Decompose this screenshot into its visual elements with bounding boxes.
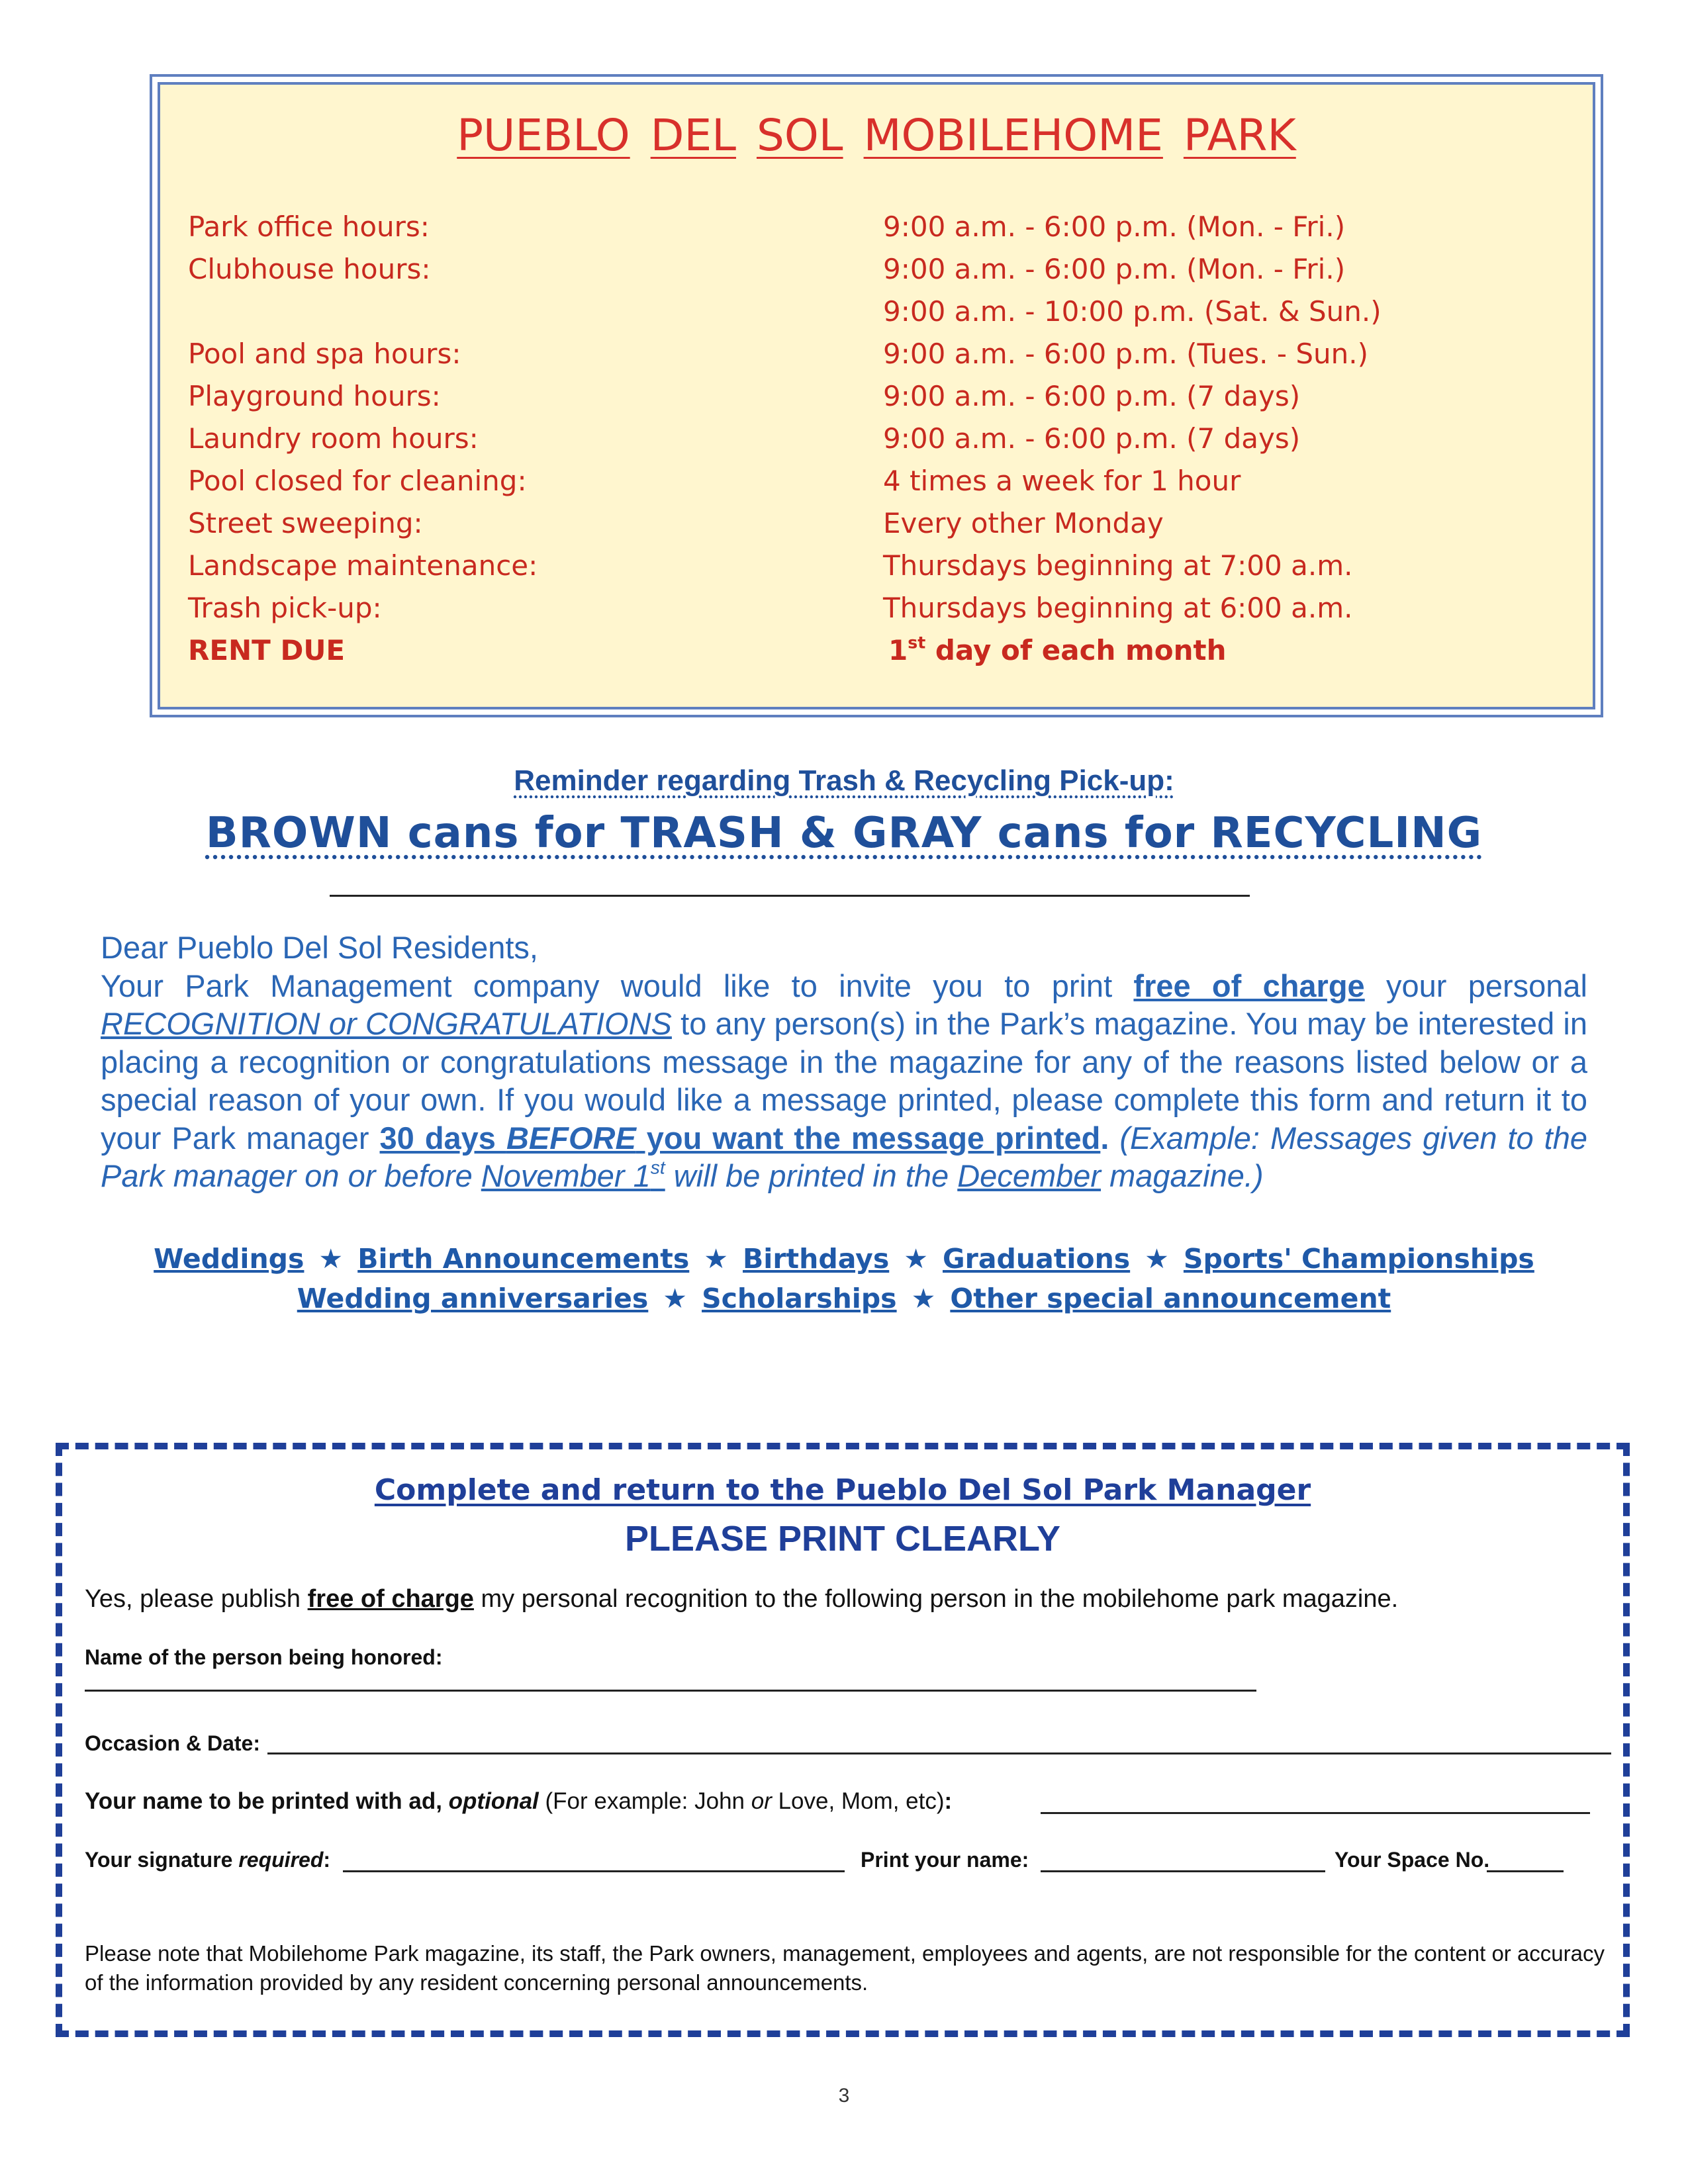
hours-value: 9:00 a.m. - 6:00 p.m. (Mon. - Fri.) xyxy=(883,253,1346,285)
page-number: 3 xyxy=(838,2085,850,2107)
occasion-item: Graduations xyxy=(943,1243,1131,1275)
star-icon: ★ xyxy=(704,1243,729,1275)
print-name-label: Print your name: xyxy=(861,1848,1029,1872)
reminder-heading: Reminder regarding Trash & Recycling Pick-up: xyxy=(514,764,1174,797)
letter-text: Your Park Management company would like to invite you to print xyxy=(101,968,1134,1003)
star-icon: ★ xyxy=(911,1283,936,1314)
hours-label: Park office hours: xyxy=(188,210,430,243)
occasion-item: Weddings xyxy=(154,1243,305,1275)
signature-field[interactable] xyxy=(343,1870,845,1872)
hours-label: Laundry room hours: xyxy=(188,422,479,455)
reminder-main: BROWN cans for TRASH & GRAY cans for RECYCLING xyxy=(205,809,1483,858)
rent-due-value xyxy=(888,634,1227,666)
star-icon: ★ xyxy=(663,1283,688,1314)
publish-emphasis: free of charge xyxy=(307,1585,474,1613)
rent-due-label: RENT DUE xyxy=(188,634,346,666)
hours-row xyxy=(160,465,1593,507)
letter-text: to any person(s) in the Park’s magazine. You may be interested in placing a recognition or congratulations message in the magazine for any of the reasons listed below or a special reason of your own. If you would like a message printed, please complete this form and return it to your Park manager xyxy=(101,1006,1588,1156)
your-name-or: or xyxy=(751,1788,772,1814)
signature-text: Your signature xyxy=(85,1848,239,1872)
occasion-date-field[interactable] xyxy=(267,1752,1611,1754)
free-of-charge-emphasis: free of charge xyxy=(1133,968,1365,1003)
hours-row xyxy=(160,210,1593,253)
hours-row xyxy=(160,507,1593,549)
rent-day-text: day of each month xyxy=(925,634,1227,666)
letter-body xyxy=(101,929,1587,1195)
occasion-label: Occasion & Date: xyxy=(85,1731,260,1755)
space-no-label: Your Space No. xyxy=(1335,1848,1490,1872)
your-name-colon: : xyxy=(944,1788,953,1814)
occasions-line-1 xyxy=(0,1243,1688,1275)
hours-label: Landscape maintenance: xyxy=(188,549,538,582)
recognition-form xyxy=(56,1443,1630,2037)
required-text: required xyxy=(238,1848,324,1872)
space-no-field[interactable] xyxy=(1487,1870,1564,1872)
occasion-item: Birthdays xyxy=(743,1243,890,1275)
rent-due-row xyxy=(160,634,1593,676)
title-word: MOBILEHOME xyxy=(863,110,1163,161)
recognition-emphasis: RECOGNITION or CONGRATULATIONS xyxy=(101,1006,672,1041)
hours-label: Clubhouse hours: xyxy=(188,253,431,285)
hours-row xyxy=(160,380,1593,422)
hours-row xyxy=(160,253,1593,295)
park-title xyxy=(160,110,1593,161)
example-month: December xyxy=(957,1158,1102,1193)
occasion-item: Wedding anniversaries xyxy=(297,1283,649,1314)
example-date-text: November 1 xyxy=(481,1158,651,1193)
hours-row xyxy=(160,549,1593,592)
your-name-example: Love, Mom, etc) xyxy=(771,1788,945,1814)
example-date-suffix: st xyxy=(650,1156,665,1178)
print-name-field[interactable] xyxy=(1041,1870,1325,1872)
your-name-label xyxy=(85,1788,952,1815)
occasions-line-2 xyxy=(0,1283,1688,1314)
occasion-item: Sports' Championships xyxy=(1183,1243,1534,1275)
occasion-item: Scholarships xyxy=(702,1283,897,1314)
hours-row xyxy=(160,592,1593,634)
hours-label: Street sweeping: xyxy=(188,507,423,539)
letter-period: . xyxy=(1100,1120,1109,1156)
hours-value: 9:00 a.m. - 6:00 p.m. (Tues. - Sun.) xyxy=(883,338,1369,370)
hours-value: 9:00 a.m. - 6:00 p.m. (Mon. - Fri.) xyxy=(883,210,1346,243)
hours-value: Thursdays beginning at 6:00 a.m. xyxy=(883,592,1353,624)
rent-day-number: 1 xyxy=(888,634,908,666)
example-text: will be printed in the xyxy=(665,1158,958,1193)
honored-label: Name of the person being honored: xyxy=(85,1645,443,1669)
occasion-item: Other special announcement xyxy=(950,1283,1391,1314)
letter-paragraph xyxy=(101,967,1587,1195)
hours-value: 4 times a week for 1 hour xyxy=(883,465,1241,497)
hours-row xyxy=(160,338,1593,380)
hours-value: Thursdays beginning at 7:00 a.m. xyxy=(883,549,1353,582)
hours-label: Pool closed for cleaning: xyxy=(188,465,527,497)
optional-text: optional xyxy=(448,1788,539,1814)
title-word: DEL xyxy=(650,110,736,161)
title-word: PARK xyxy=(1183,110,1296,161)
honored-name-field[interactable] xyxy=(85,1690,1256,1692)
hours-value: 9:00 a.m. - 6:00 p.m. (7 days) xyxy=(883,380,1301,412)
publish-text: my personal recognition to the following person in the mobilehome park magazine. xyxy=(473,1585,1399,1613)
title-word: PUEBLO xyxy=(457,110,630,161)
your-name-field[interactable] xyxy=(1041,1812,1590,1814)
letter-text: your personal xyxy=(1364,968,1587,1003)
deadline-emphasis xyxy=(380,1120,1101,1156)
form-heading: Complete and return to the Pueblo Del Sol Park Manager xyxy=(374,1473,1311,1507)
hours-value: 9:00 a.m. - 10:00 p.m. (Sat. & Sun.) xyxy=(883,295,1382,328)
deadline-days: 30 days xyxy=(379,1120,506,1156)
star-icon: ★ xyxy=(1145,1243,1169,1275)
example-text: magazine.) xyxy=(1101,1158,1264,1193)
example-text: (Example: Messages given to the Park manager on or before xyxy=(101,1120,1588,1193)
example-date xyxy=(481,1158,665,1193)
disclaimer: Please note that Mobilehome Park magazine, its staff, the Park owners, management, employees and agents, are not responsible for the content or accuracy of the information provided by any resident concerning personal announcements. xyxy=(85,1941,1605,1995)
rent-day-suffix: st xyxy=(908,633,926,653)
hours-label: Trash pick-up: xyxy=(188,592,382,624)
hours-box xyxy=(158,82,1595,709)
hours-label: Playground hours: xyxy=(188,380,441,412)
signature-colon: : xyxy=(323,1848,331,1872)
signature-label xyxy=(85,1848,330,1872)
deadline-before: BEFORE xyxy=(506,1120,636,1156)
hours-label: Pool and spa hours: xyxy=(188,338,461,370)
publish-statement xyxy=(85,1585,1398,1614)
publish-text: Yes, please publish xyxy=(85,1585,308,1613)
star-icon: ★ xyxy=(318,1243,344,1275)
your-name-example: (For example: John xyxy=(538,1788,751,1814)
deadline-rest: you want the message printed xyxy=(635,1120,1101,1156)
star-icon: ★ xyxy=(904,1243,928,1275)
letter-greeting: Dear Pueblo Del Sol Residents, xyxy=(101,930,538,965)
hours-row xyxy=(160,295,1593,338)
divider-rule xyxy=(330,895,1250,897)
hours-row xyxy=(160,422,1593,465)
form-subheading: PLEASE PRINT CLEARLY xyxy=(624,1519,1061,1559)
occasion-item: Birth Announcements xyxy=(357,1243,690,1275)
title-word: SOL xyxy=(756,110,843,161)
your-name-text: Your name to be printed with ad, xyxy=(85,1788,449,1814)
hours-value: Every other Monday xyxy=(883,507,1164,539)
hours-value: 9:00 a.m. - 6:00 p.m. (7 days) xyxy=(883,422,1301,455)
